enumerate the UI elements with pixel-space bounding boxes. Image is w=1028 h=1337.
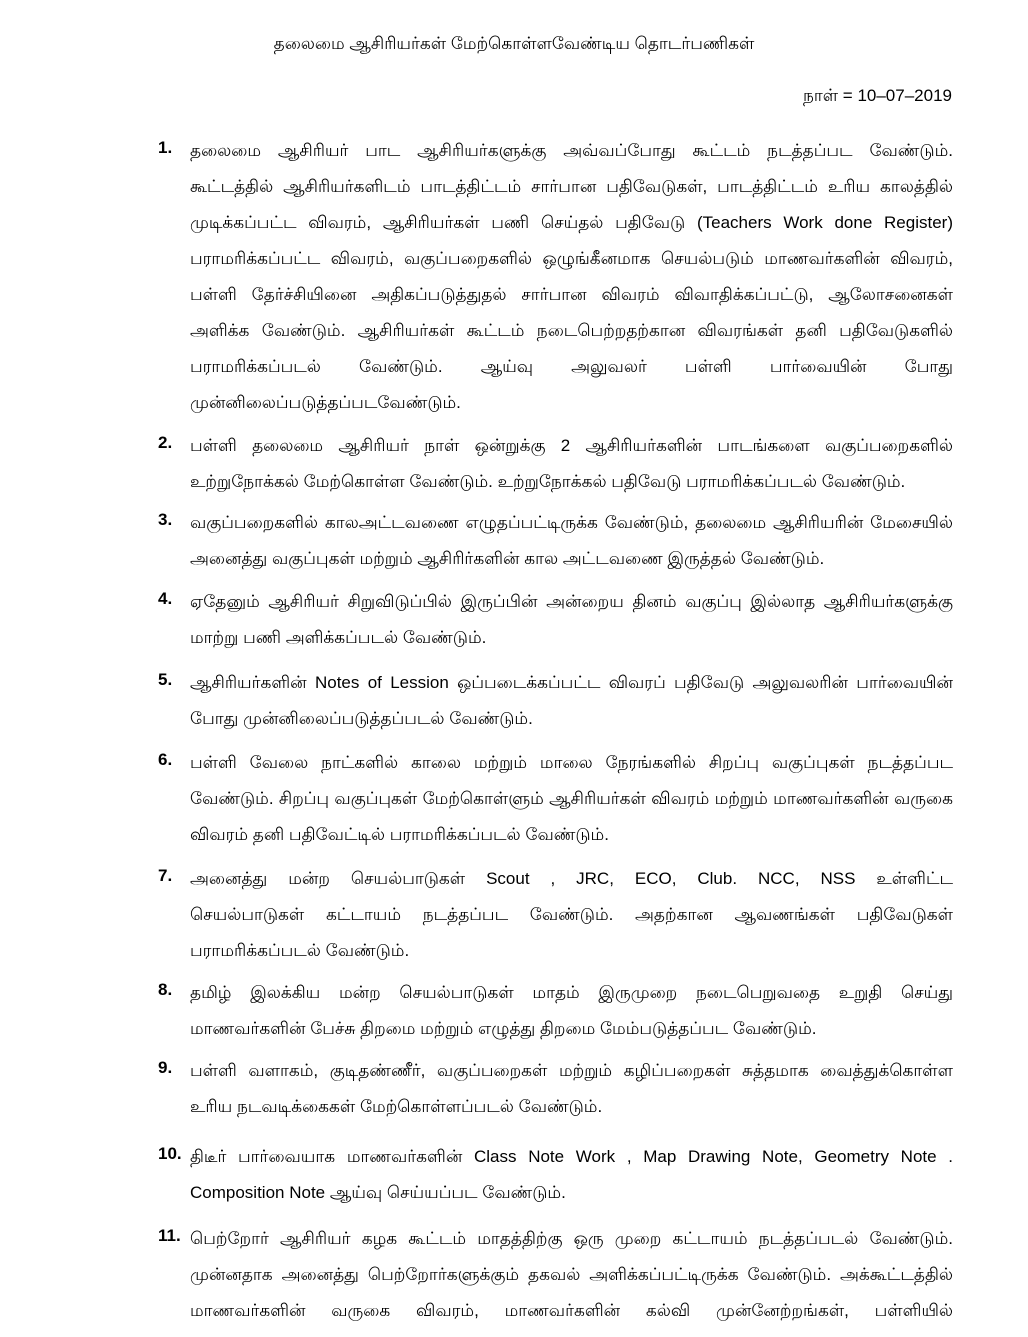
item-text-line: மாற்று பணி அளிக்கப்படல் வேண்டும். [190, 628, 487, 647]
item-number: 4. [158, 589, 173, 608]
list-item [158, 589, 953, 661]
item-text-line: செயல்பாடுகள் கட்டாயம் நடத்தப்பட வேண்டும். அதற்கான ஆவணங்கள் பதிவேடுகள் [190, 905, 953, 924]
item-text-line: பராமரிக்கப்பட்ட விவரம், வகுப்பறைகளில் ஒழுங்கீனமாக செயல்படும் மாணவர்களின் விவரம், [190, 249, 953, 268]
item-text-line: பள்ளி வேலை நாட்களில் காலை மற்றும் மாலை நேரங்களில் சிறப்பு வகுப்புகள் நடத்தப்பட [190, 753, 953, 772]
item-text-line: திடீர் பார்வையாக மாணவர்களின் Class Note Work , Map Drawing Note, Geometry Note . [190, 1147, 953, 1166]
list-item [158, 866, 953, 974]
item-text-line: மாணவர்களின் பேச்சு திறமை மற்றும் எழுத்து திறமை மேம்படுத்தப்பட வேண்டும். [190, 1019, 817, 1038]
list-item [158, 750, 953, 858]
list-item [158, 980, 953, 1052]
list-item [158, 1058, 953, 1130]
document-date: நாள் = 10–07–2019 [802, 86, 952, 105]
item-text-line: பள்ளி தலைமை ஆசிரியர் நாள் ஒன்றுக்கு 2 ஆசிரியர்களின் பாடங்களை வகுப்பறைகளில் [190, 436, 953, 455]
item-text-line: அனைத்து வகுப்புகள் மற்றும் ஆசிரிர்களின் கால அட்டவணை இருத்தல் வேண்டும். [190, 549, 825, 568]
list-item [158, 1226, 953, 1334]
item-text-line: முன்னதாக அனைத்து பெற்றோர்களுக்கும் தகவல் அளிக்கப்பட்டிருக்க வேண்டும். அக்கூட்டத்தில் [190, 1265, 953, 1284]
item-text-line: கூட்டத்தில் ஆசிரியர்களிடம் பாடத்திட்டம் சார்பான பதிவேடுகள், பாடத்திட்டம் உரிய காலத்தில் [190, 177, 953, 196]
item-text-line: முடிக்கப்பட்ட விவரம், ஆசிரியர்கள் பணி செய்தல் பதிவேடு (Teachers Work done Register) [190, 213, 953, 232]
item-text-line: பள்ளி தேர்ச்சியினை அதிகப்படுத்துதல் சார்பான விவரம் விவாதிக்கப்பட்டு, ஆலோசனைகள் [190, 285, 953, 304]
item-text-line: மாணவர்களின் வருகை விவரம், மாணவர்களின் கல்வி முன்னேற்றங்கள், பள்ளியில் [190, 1301, 953, 1320]
item-number: 5. [158, 670, 173, 689]
item-text-line: அளிக்க வேண்டும். ஆசிரியர்கள் கூட்டம் நடைபெற்றதற்கான விவரங்கள் தனி பதிவேடுகளில் [190, 321, 953, 340]
item-text-line: வேண்டும். சிறப்பு வகுப்புகள் மேற்கொள்ளும் ஆசிரியர்கள் விவரம் மற்றும் மாணவர்களின் வருகை [190, 789, 953, 808]
item-number: 11. [158, 1226, 181, 1245]
item-text-line: பெற்றோர் ஆசிரியர் கழக கூட்டம் மாதத்திற்கு ஒரு முறை கட்டாயம் நடத்தப்படல் வேண்டும். [190, 1229, 953, 1248]
item-text-line: பள்ளி வளாகம், குடிதண்ணீர், வகுப்பறைகள் மற்றும் கழிப்பறைகள் சுத்தமாக வைத்துக்கொள்ள [190, 1061, 953, 1080]
item-text-line: அனைத்து மன்ற செயல்பாடுகள் Scout , JRC, ECO, Club. NCC, NSS உள்ளிட்ட [190, 869, 953, 888]
item-text-line: போது முன்னிலைப்படுத்தப்படல் வேண்டும். [190, 709, 533, 728]
item-number: 9. [158, 1058, 173, 1077]
item-text-line: உரிய நடவடிக்கைகள் மேற்கொள்ளப்படல் வேண்டும். [190, 1097, 603, 1116]
item-number: 3. [158, 510, 173, 529]
item-text-line: முன்னிலைப்படுத்தப்படவேண்டும். [190, 393, 461, 412]
item-text-line: Composition Note ஆய்வு செய்யப்பட வேண்டும். [190, 1183, 566, 1202]
item-number: 1. [158, 138, 173, 157]
list-item [158, 138, 953, 426]
item-text-line: தமிழ் இலக்கிய மன்ற செயல்பாடுகள் மாதம் இருமுறை நடைபெறுவதை உறுதி செய்து [190, 983, 953, 1002]
item-text-line: ஏதேனும் ஆசிரியர் சிறுவிடுப்பில் இருப்பின் அன்றைய தினம் வகுப்பு இல்லாத ஆசிரியர்களுக்கு [190, 592, 953, 611]
list-item [158, 1144, 953, 1216]
item-number: 6. [158, 750, 173, 769]
item-text-line: உற்றுநோக்கல் மேற்கொள்ள வேண்டும். உற்றுநோக்கல் பதிவேடு பராமரிக்கப்படல் வேண்டும். [190, 472, 906, 491]
item-text-line: பராமரிக்கப்படல் வேண்டும். ஆய்வு அலுவலர் பள்ளி பார்வையின் போது [190, 357, 953, 376]
list-item [158, 433, 953, 505]
item-text-line: தலைமை ஆசிரியர் பாட ஆசிரியர்களுக்கு அவ்வப்போது கூட்டம் நடத்தப்பட வேண்டும். [190, 141, 953, 160]
item-number: 7. [158, 866, 173, 885]
item-text-line: ஆசிரியர்களின் Notes of Lession ஒப்படைக்கப்பட்ட விவரப் பதிவேடு அலுவலரின் பார்வையின் [190, 673, 953, 692]
item-text-line: வகுப்பறைகளில் காலஅட்டவணை எழுதப்பட்டிருக்க வேண்டும், தலைமை ஆசிரியரின் மேசையில் [190, 513, 953, 532]
item-number: 10. [158, 1144, 182, 1163]
document-title: தலைமை ஆசிரியர்கள் மேற்கொள்ளவேண்டிய தொடர்பணிகள் [273, 34, 755, 53]
item-text-line: பராமரிக்கப்படல் வேண்டும். [190, 941, 410, 960]
item-number: 8. [158, 980, 173, 999]
item-text-line: விவரம் தனி பதிவேட்டில் பராமரிக்கப்படல் வேண்டும். [190, 825, 609, 844]
item-number: 2. [158, 433, 173, 452]
list-item [158, 670, 953, 742]
list-item [158, 510, 953, 582]
